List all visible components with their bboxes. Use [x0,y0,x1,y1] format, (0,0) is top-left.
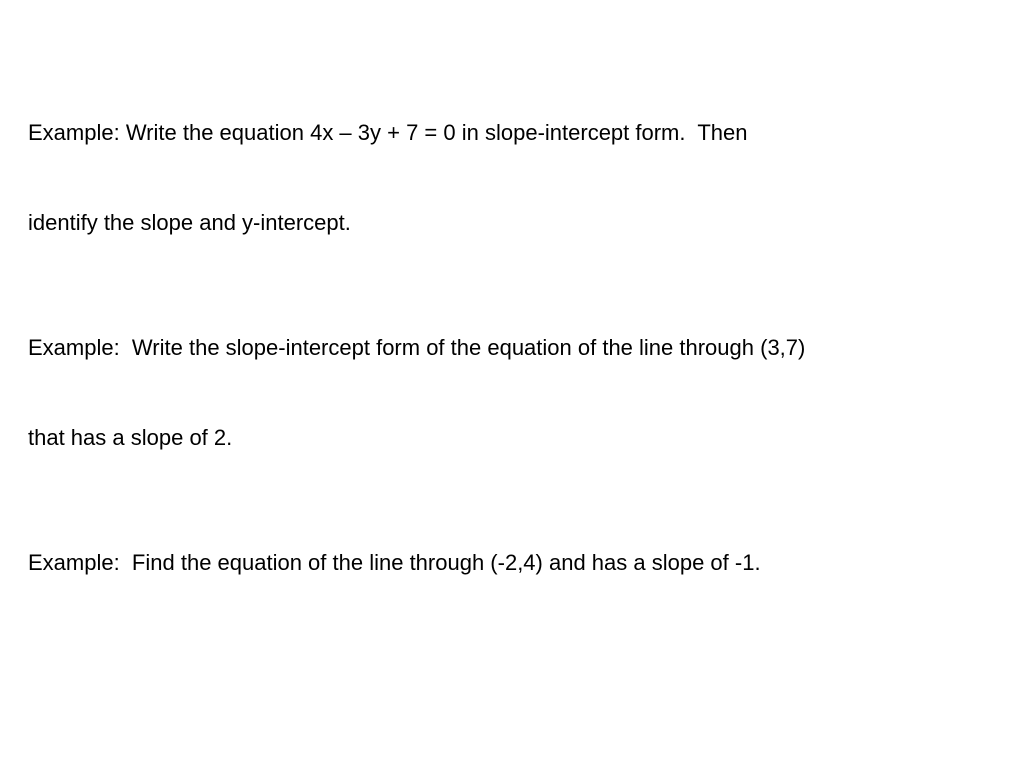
example-3-text [28,488,968,638]
example-2-text [28,273,968,513]
example-1-line-1: Example: Write the equation 4x – 3y + 7 = 0 in slope-intercept form. Then [28,120,748,145]
example-1-text [28,58,968,298]
example-3-line-1: Example: Find the equation of the line through (-2,4) and has a slope of -1. [28,550,761,575]
example-2-line-2: that has a slope of 2. [28,425,233,450]
example-2-line-1: Example: Write the slope-intercept form of the equation of the line through (3,7) [28,335,806,360]
example-1-line-2: identify the slope and y-intercept. [28,210,351,235]
